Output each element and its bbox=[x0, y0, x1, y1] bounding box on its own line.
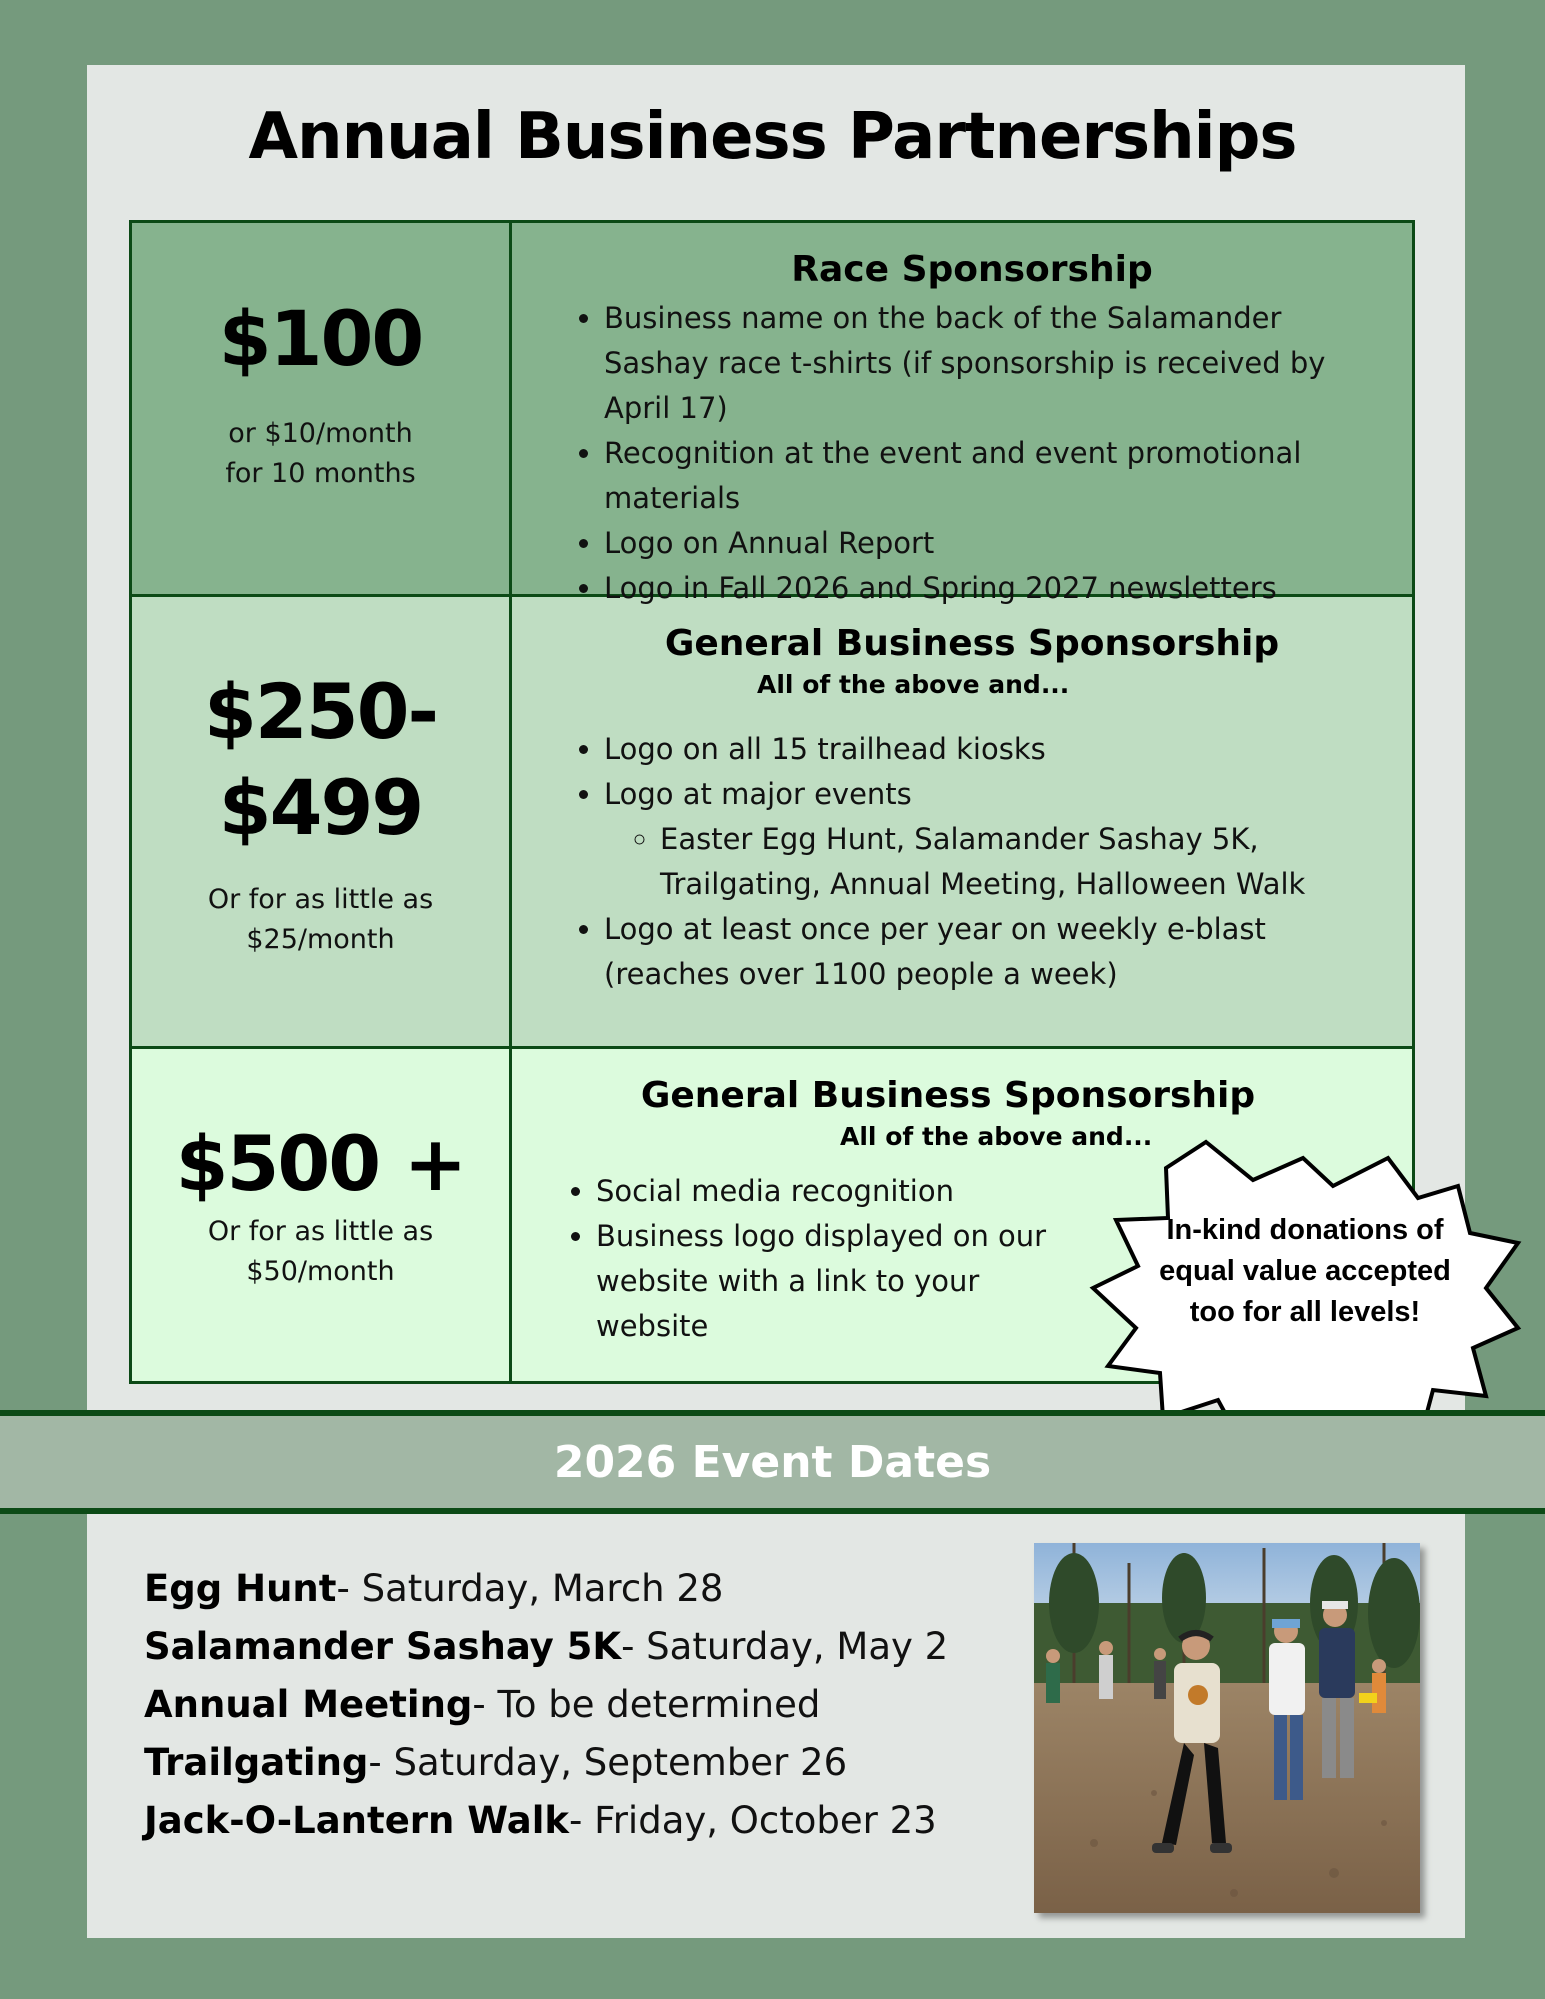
tier-250-499 bbox=[132, 597, 1412, 1049]
tier-benefits-cell bbox=[512, 223, 1412, 605]
tier-price: $100 bbox=[218, 293, 423, 383]
benefit-item-text: Logo at major events bbox=[604, 777, 912, 811]
event-date: - To be determined bbox=[472, 1683, 821, 1726]
benefit-list bbox=[552, 727, 1392, 997]
benefit-list bbox=[552, 296, 1392, 611]
tier-price: $250- $499 bbox=[203, 666, 438, 852]
benefit-subitem: ◦ Easter Egg Hunt, Salamander Sashay 5K, Trailgating, Annual Meeting, Halloween Walk bbox=[660, 817, 1392, 907]
event-item bbox=[144, 1560, 948, 1618]
tier-heading: General Business Sponsorship bbox=[664, 623, 1280, 664]
callout-text: In-kind donations of equal value accepted too for all levels! bbox=[1159, 1214, 1451, 1328]
tier-monthly-option: Or for as little as $50/month bbox=[207, 1215, 434, 1287]
tier-subheading: All of the above and... bbox=[757, 670, 1070, 699]
benefit-item: • Recognition at the event and event promotional materials bbox=[604, 431, 1392, 521]
event-name: Salamander Sashay 5K bbox=[144, 1625, 622, 1668]
benefit-item: • Business logo displayed on our website with a link to your website bbox=[596, 1214, 1096, 1349]
tier-benefits-cell bbox=[512, 597, 1412, 1046]
event-name: Trailgating bbox=[144, 1741, 369, 1784]
event-name: Jack-O-Lantern Walk bbox=[144, 1799, 570, 1842]
benefit-sublist bbox=[604, 817, 1392, 907]
event-dates-banner bbox=[0, 1410, 1545, 1514]
tier-100 bbox=[132, 223, 1412, 605]
benefit-list bbox=[544, 1169, 1096, 1349]
tier-subheading: All of the above and... bbox=[840, 1122, 1153, 1151]
event-dates-title: 2026 Event Dates bbox=[553, 1436, 992, 1488]
tier-heading: Race Sponsorship bbox=[791, 249, 1153, 290]
event-date: - Saturday, September 26 bbox=[368, 1741, 848, 1784]
benefit-item: • Social media recognition bbox=[596, 1169, 1096, 1214]
benefit-item: • Logo on all 15 trailhead kiosks bbox=[604, 727, 1392, 772]
event-date: - Friday, October 23 bbox=[569, 1799, 937, 1842]
tier-price-cell bbox=[132, 1049, 512, 1381]
tier-heading: General Business Sponsorship bbox=[640, 1075, 1256, 1116]
tier-price: $500 + bbox=[175, 1119, 466, 1209]
tier-monthly-option: Or for as little as $25/month bbox=[207, 883, 434, 955]
event-item bbox=[144, 1676, 948, 1734]
event-item bbox=[144, 1792, 948, 1850]
photo-illustration bbox=[1034, 1543, 1420, 1913]
event-photo bbox=[1034, 1543, 1420, 1913]
event-date: - Saturday, March 28 bbox=[336, 1567, 724, 1610]
event-item bbox=[144, 1734, 948, 1792]
tier-price-cell bbox=[132, 223, 512, 594]
event-name: Egg Hunt bbox=[144, 1567, 337, 1610]
tier-price-cell bbox=[132, 597, 512, 1046]
event-date: - Saturday, May 2 bbox=[621, 1625, 949, 1668]
page-title: Annual Business Partnerships bbox=[248, 100, 1297, 174]
benefit-item: • Logo at least once per year on weekly e-blast (reaches over 1100 people a week) bbox=[604, 907, 1392, 997]
event-list bbox=[144, 1560, 948, 1850]
benefit-item bbox=[604, 772, 1392, 907]
benefit-item: • Logo in Fall 2026 and Spring 2027 newsletters bbox=[604, 566, 1392, 611]
event-item bbox=[144, 1618, 948, 1676]
benefit-item: • Logo on Annual Report bbox=[604, 521, 1392, 566]
event-name: Annual Meeting bbox=[144, 1683, 473, 1726]
benefit-item: • Business name on the back of the Salamander Sashay race t-shirts (if sponsorship is received by April 17) bbox=[604, 296, 1392, 431]
tier-monthly-option: or $10/month for 10 months bbox=[225, 418, 416, 490]
